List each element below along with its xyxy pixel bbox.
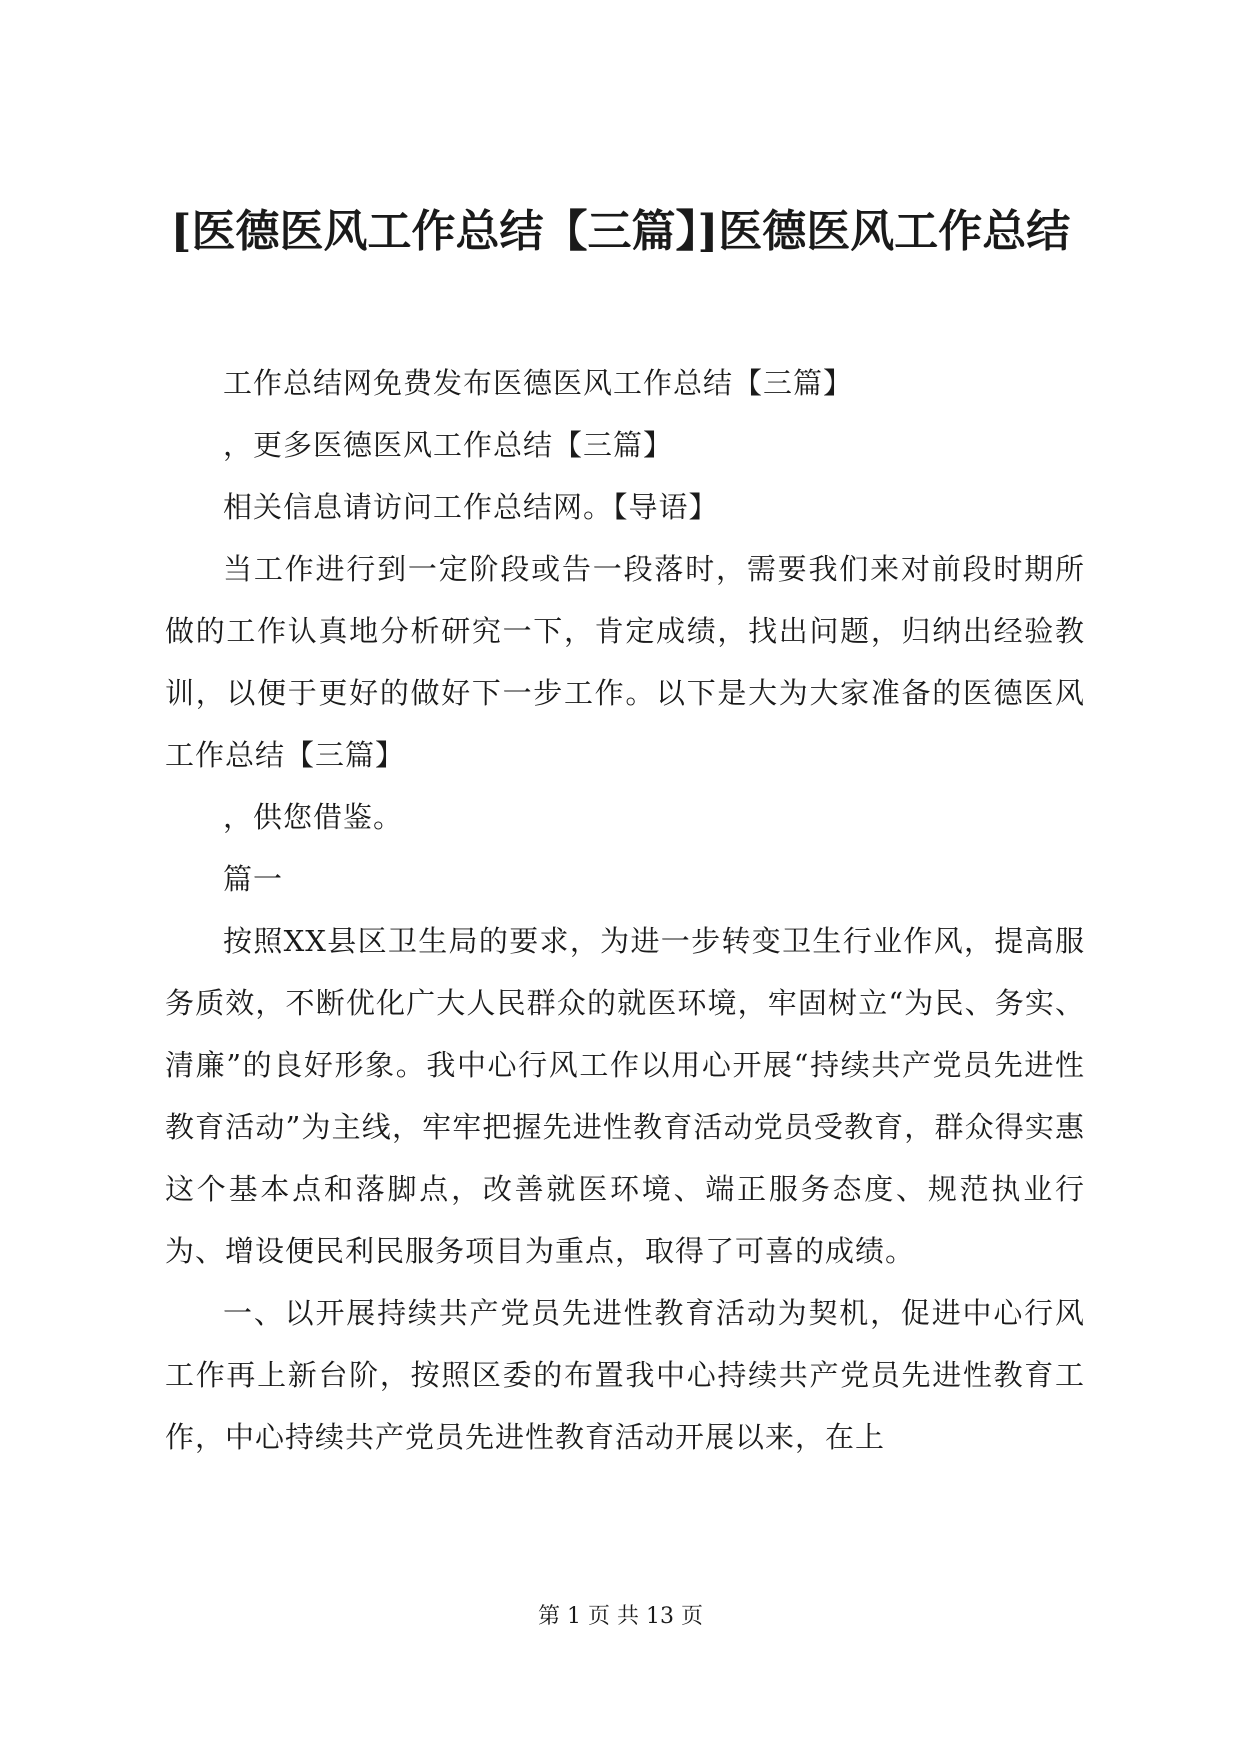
section-heading: 篇一 xyxy=(223,862,284,896)
paragraph: 按照XX县区卫生局的要求，为进一步转变卫生行业作风，提高服务质效，不断优化广大人民群众的就医环境，牢固树立“为民、务实、清廉”的良好形象。我中心行风工作以用心开展“持续共产党员先进性教育活动”为主线，牢牢把握先进性教育活动党员受教育，群众得实惠这个基本点和落脚点，改善就医环境、端正服务态度、规范执业行为、增设便民利民服务项目为重点，取得了可喜的成绩。 xyxy=(165,924,1085,1268)
document-title: [医德医风工作总结【三篇】]医德医风工作总结 xyxy=(170,206,1071,257)
paragraph: 工作总结网免费发布医德医风工作总结【三篇】 xyxy=(223,366,854,400)
document-body xyxy=(165,352,1085,1468)
paragraph: ，供您借鉴。 xyxy=(223,800,404,834)
paragraph: ，更多医德医风工作总结【三篇】 xyxy=(223,428,674,462)
paragraph: 当工作进行到一定阶段或告一段落时，需要我们来对前段时期所做的工作认真地分析研究一下，肯定成绩，找出问题，归纳出经验教训，以便于更好的做好下一步工作。以下是大为大家准备的医德医风工作总结【三篇】 xyxy=(165,552,1085,772)
paragraph: 相关信息请访问工作总结网。【导语】 xyxy=(223,490,719,524)
paragraph: 一、以开展持续共产党员先进性教育活动为契机，促进中心行风工作再上新台阶，按照区委的布置我中心持续共产党员先进性教育工作，中心持续共产党员先进性教育活动开展以来，在上 xyxy=(165,1296,1085,1454)
page-footer: 第 1 页 共 13 页 xyxy=(538,1604,703,1629)
